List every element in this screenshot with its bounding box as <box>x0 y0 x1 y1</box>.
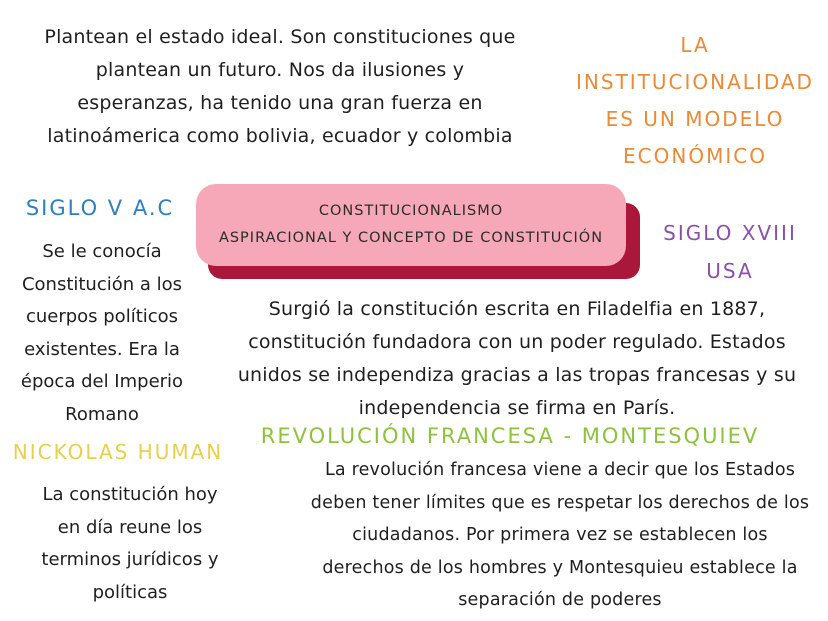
institucionalidad-heading <box>570 27 820 175</box>
revolucion-line: deben tener límites que es respetar los derechos de los <box>310 492 810 513</box>
siglo-v-line: cuerpos políticos <box>25 306 179 327</box>
nickolas-line: políticas <box>92 581 168 603</box>
siglo-v-line: Constitución a los <box>21 273 183 295</box>
nickolas-line: en día reune los <box>57 516 203 538</box>
revolucion-line: ciudadanos. Por primera vez se establecen los <box>352 525 768 545</box>
institucionalidad-line: INSTITUCIONALIDAD <box>576 70 814 94</box>
siglo-xviii-heading-line: USA <box>706 259 754 283</box>
title-line-1: CONSTITUCIONALISMO <box>318 203 504 219</box>
nickolas-heading: NICKOLAS HUMAN <box>12 440 224 464</box>
siglo-v-line: Romano <box>65 403 139 425</box>
revolucion-paragraph <box>298 454 822 617</box>
siglo-xviii-heading-line: SIGLO XVIII <box>663 221 797 245</box>
revolucion-line: derechos de los hombres y Montesquieu establece la <box>322 557 798 578</box>
siglo-v-heading: SIGLO V A.C <box>25 196 175 220</box>
usa-line: independencia se firma en París. <box>358 397 676 419</box>
institucionalidad-line: ECONÓMICO <box>623 144 767 168</box>
revolucion-line: La revolución francesa viene a decir que los Estados <box>324 460 796 480</box>
intro-paragraph <box>10 21 550 153</box>
institucionalidad-line: ES UN MODELO <box>605 107 785 131</box>
usa-line: Surgió la constitución escrita en Filadelfia en 1887, <box>268 298 766 320</box>
nickolas-line: La constitución hoy <box>42 484 218 505</box>
intro-line: plantean un futuro. Nos da ilusiones y <box>95 59 465 81</box>
institucionalidad-line: LA <box>680 33 710 57</box>
intro-line: esperanzas, ha tenido una gran fuerza en <box>77 92 483 114</box>
siglo-v-line: época del Imperio <box>20 371 184 392</box>
title-line-2: ASPIRACIONAL Y CONCEPTO DE CONSTITUCIÓN <box>218 230 604 246</box>
nickolas-paragraph <box>20 479 240 609</box>
siglo-v-paragraph <box>4 236 200 431</box>
usa-paragraph <box>232 293 802 425</box>
siglo-v-line: Se le conocía <box>42 241 162 262</box>
usa-line: constitución fundadora con un poder regulado. Estados <box>248 331 786 353</box>
nickolas-line: terminos jurídicos y <box>41 549 219 570</box>
revolucion-heading: REVOLUCIÓN FRANCESA - MONTESQUIEV <box>260 424 760 448</box>
usa-line: unidos se independiza gracias a las tropas francesas y su <box>237 364 797 386</box>
intro-line: Plantean el estado ideal. Son constituciones que <box>44 26 516 48</box>
intro-line: latinoámerica como bolivia, ecuador y colombia <box>47 125 513 147</box>
title-box <box>196 184 626 266</box>
siglo-v-line: existentes. Era la <box>24 338 180 360</box>
siglo-xviii-heading <box>640 214 820 290</box>
revolucion-line: separación de poderes <box>458 590 662 610</box>
